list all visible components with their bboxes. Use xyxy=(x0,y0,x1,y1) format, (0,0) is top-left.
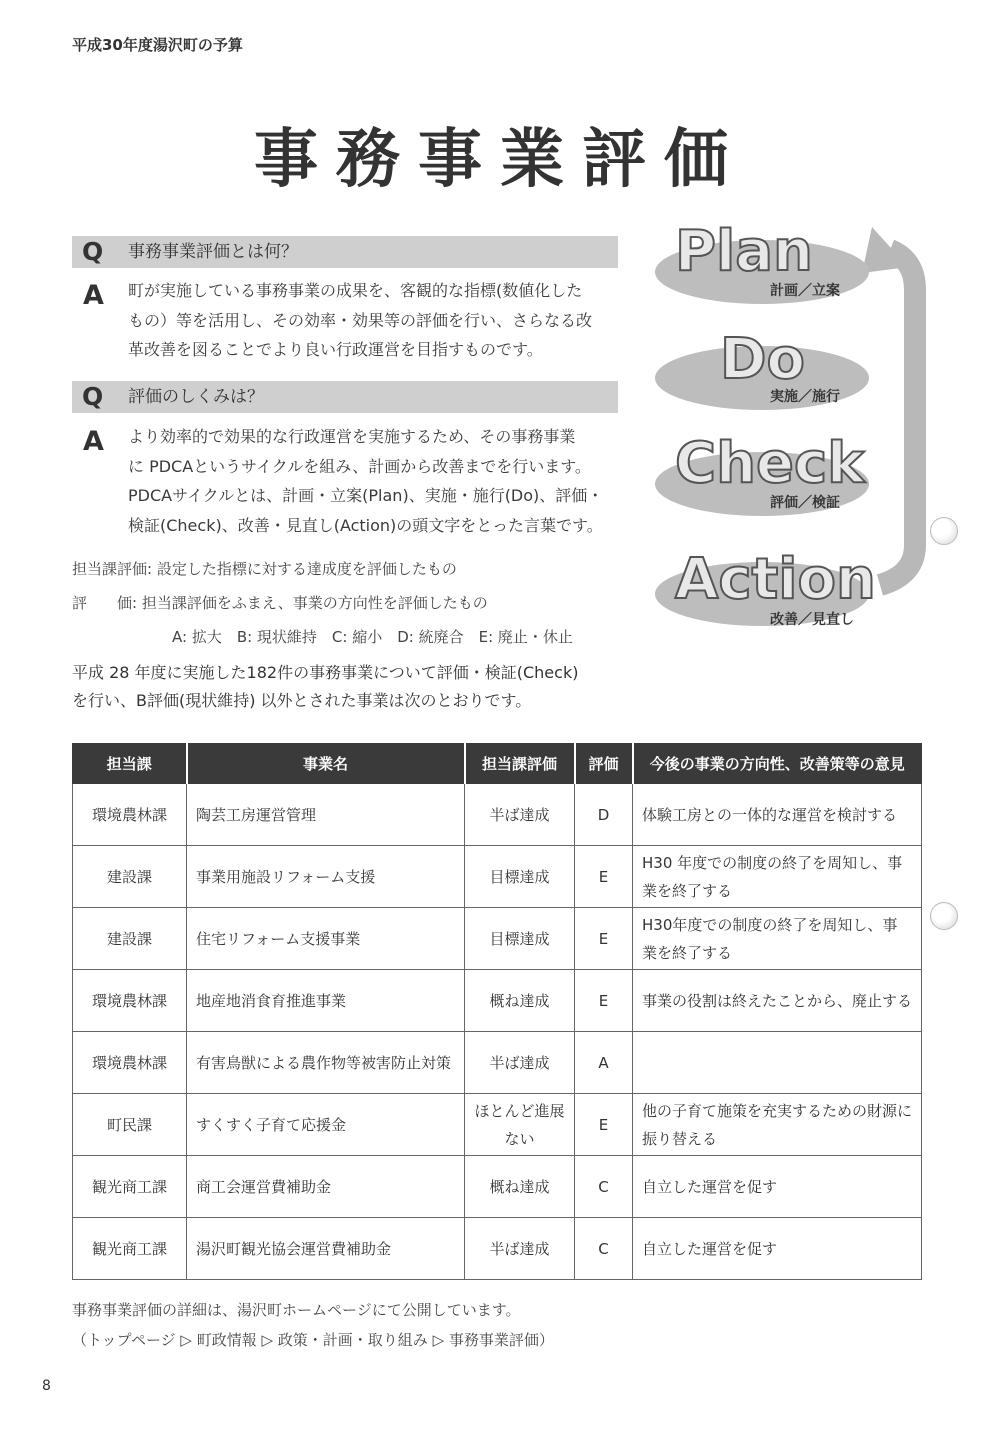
footer-breadcrumb: （トップページ ▷ 町政情報 ▷ 政策・計画・取り組み ▷ 事務事業評価） xyxy=(72,1331,554,1349)
pdca-sub-action: 改善／見直し xyxy=(770,612,854,628)
cell-dept: 観光商工課 xyxy=(73,1218,187,1280)
pdca-word-check: Check xyxy=(675,431,865,496)
answer-line: 検証(Check)、改善・見直し(Action)の頭文字をとった言葉です。 xyxy=(128,515,603,535)
q-mark: Q xyxy=(82,382,104,411)
cell-opinion xyxy=(633,1032,922,1094)
cell-project: 有害鳥獣による農作物等被害防止対策 xyxy=(187,1032,465,1094)
cell-opinion: 事業の役割は終えたことから、廃止する xyxy=(633,970,922,1032)
header-dept-eval: 担当課評価 xyxy=(465,744,575,784)
cell-project: 湯沢町観光協会運営費補助金 xyxy=(187,1218,465,1280)
cell-project: 地産地消食育推進事業 xyxy=(187,970,465,1032)
table-header-row xyxy=(73,744,922,784)
cell-project: 住宅リフォーム支援事業 xyxy=(187,908,465,970)
cell-opinion: 他の子育て施策を充実するための財源に振り替える xyxy=(633,1094,922,1156)
header-project: 事業名 xyxy=(187,744,465,784)
header-dept: 担当課 xyxy=(73,744,187,784)
answer-line: に PDCAというサイクルを組み、計画から改善までを行います。 xyxy=(128,456,591,476)
table-row xyxy=(73,908,922,970)
question-text: 評価のしくみは？ xyxy=(128,387,264,407)
eval-text: 担当課評価をふまえ、事業の方向性を評価したもの xyxy=(141,594,488,612)
cell-dept: 環境農林課 xyxy=(73,970,187,1032)
pdca-word-action: Action xyxy=(675,547,876,612)
cell-grade: A xyxy=(575,1032,633,1094)
table-row xyxy=(73,784,922,846)
cell-dept: 町民課 xyxy=(73,1094,187,1156)
table-row xyxy=(73,1032,922,1094)
cell-dept: 建設課 xyxy=(73,846,187,908)
cell-opinion: H30年度での制度の終了を周知し、事業を終了する xyxy=(633,908,922,970)
cell-opinion: H30 年度での制度の終了を周知し、事業を終了する xyxy=(633,846,922,908)
cell-grade: C xyxy=(575,1156,633,1218)
answer-line: もの）等を活用し、その効率・効果等の評価を行い、さらなる改 xyxy=(128,310,593,330)
question-bar-2 xyxy=(72,381,618,413)
cell-dept-eval: ほとんど進展ない xyxy=(465,1094,575,1156)
cell-opinion: 体験工房との一体的な運営を検討する xyxy=(633,784,922,846)
cell-dept-eval: 半ば達成 xyxy=(465,1032,575,1094)
table-row xyxy=(73,846,922,908)
question-bar-1 xyxy=(72,236,618,268)
pdca-word-plan: Plan xyxy=(675,219,813,284)
summary-line: を行い、B評価(現状維持) 以外とされた事業は次のとおりです。 xyxy=(72,691,532,710)
cell-project: 事業用施設リフォーム支援 xyxy=(187,846,465,908)
cell-project: すくすく子育て応援金 xyxy=(187,1094,465,1156)
cell-dept-eval: 概ね達成 xyxy=(465,1156,575,1218)
summary-text xyxy=(72,659,632,715)
cell-dept-eval: 半ば達成 xyxy=(465,1218,575,1280)
page-number: 8 xyxy=(42,1378,51,1394)
dept-eval-definition: 担当課評価: 設定した指標に対する達成度を評価したもの xyxy=(72,560,457,578)
summary-line: 平成 28 年度に実施した182件の事務事業について評価・検証(Check) xyxy=(72,663,579,682)
grade-legend: A: 拡大 B: 現状維持 C: 縮小 D: 統廃合 E: 廃止・休止 xyxy=(172,628,573,646)
answer-line: 町が実施している事務事業の成果を、客観的な指標(数値化した xyxy=(128,281,583,300)
answer-text-1 xyxy=(128,276,628,365)
cell-dept-eval: 概ね達成 xyxy=(465,970,575,1032)
q-mark: Q xyxy=(82,237,104,266)
a-mark: A xyxy=(83,426,104,457)
cell-dept: 建設課 xyxy=(73,908,187,970)
cell-dept-eval: 目標達成 xyxy=(465,908,575,970)
cell-project: 陶芸工房運営管理 xyxy=(187,784,465,846)
header-grade: 評価 xyxy=(575,744,633,784)
cell-dept-eval: 目標達成 xyxy=(465,846,575,908)
cell-grade: E xyxy=(575,970,633,1032)
cell-grade: E xyxy=(575,1094,633,1156)
footer-note: 事務事業評価の詳細は、湯沢町ホームページにて公開しています。 xyxy=(72,1301,521,1319)
pdca-sub-check: 評価／検証 xyxy=(770,495,840,511)
page-header: 平成30年度湯沢町の予算 xyxy=(72,36,243,54)
cell-grade: C xyxy=(575,1218,633,1280)
cell-project: 商工会運営費補助金 xyxy=(187,1156,465,1218)
a-mark: A xyxy=(83,280,104,311)
question-text: 事務事業評価とは何？ xyxy=(128,242,298,262)
eval-label: 評 価: xyxy=(72,594,142,612)
cell-dept: 環境農林課 xyxy=(73,784,187,846)
page-title: 事務事業評価 xyxy=(254,123,746,197)
answer-line: PDCAサイクルとは、計画・立案(Plan)、実施・施行(Do)、評価・ xyxy=(128,486,604,505)
cell-opinion: 自立した運営を促す xyxy=(633,1218,922,1280)
answer-text-2 xyxy=(128,422,628,540)
cell-dept-eval: 半ば達成 xyxy=(465,784,575,846)
table-row xyxy=(73,1094,922,1156)
cell-grade: D xyxy=(575,784,633,846)
eval-definition xyxy=(72,593,488,613)
answer-line: より効率的で効果的な行政運営を実施するため、その事務事業 xyxy=(128,427,576,446)
binder-hole-decoration xyxy=(930,517,958,545)
cell-opinion: 自立した運営を促す xyxy=(633,1156,922,1218)
cell-grade: E xyxy=(575,846,633,908)
table-row xyxy=(73,970,922,1032)
pdca-word-do: Do xyxy=(720,327,805,392)
cell-dept: 環境農林課 xyxy=(73,1032,187,1094)
cell-grade: E xyxy=(575,908,633,970)
header-opinion: 今後の事業の方向性、改善策等の意見 xyxy=(633,744,922,784)
table-row xyxy=(73,1156,922,1218)
evaluation-table xyxy=(72,743,922,1280)
answer-line: 革改善を図ることでより良い行政運営を目指すものです。 xyxy=(128,340,543,359)
binder-hole-decoration xyxy=(930,902,958,930)
table-row xyxy=(73,1218,922,1280)
pdca-sub-plan: 計画／立案 xyxy=(770,283,840,299)
cell-dept: 観光商工課 xyxy=(73,1156,187,1218)
pdca-sub-do: 実施／施行 xyxy=(770,389,840,405)
